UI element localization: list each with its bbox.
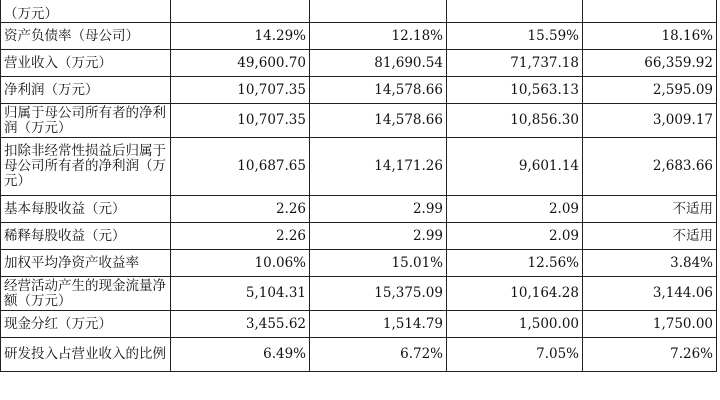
value-cell: 10,707.35 [171, 77, 310, 104]
value-cell: 3,455.62 [171, 311, 310, 338]
table-row [1, 223, 717, 250]
row-label: 基本每股收益（元） [1, 196, 171, 223]
row-label: 现金分红（万元） [1, 311, 171, 338]
value-cell: 10,164.28 [447, 277, 583, 311]
value-cell: 3.84% [583, 250, 717, 277]
value-cell: 2.09 [447, 196, 583, 223]
table-row [1, 277, 717, 311]
value-cell: 1,514.79 [310, 311, 447, 338]
table-row [1, 50, 717, 77]
value-cell: 不适用 [583, 223, 717, 250]
value-cell: 6.49% [171, 338, 310, 372]
value-cell: 10.06% [171, 250, 310, 277]
value-cell: 2.09 [447, 223, 583, 250]
value-cell: 12.56% [447, 250, 583, 277]
value-cell: 2.26 [171, 196, 310, 223]
row-label: 净利润（万元） [1, 77, 171, 104]
table-row [1, 250, 717, 277]
value-cell: 9,601.14 [447, 138, 583, 196]
value-cell: 49,600.70 [171, 50, 310, 77]
table-row [1, 0, 717, 23]
value-cell: 不适用 [583, 196, 717, 223]
value-cell: 10,707.35 [171, 104, 310, 138]
table-row [1, 77, 717, 104]
row-label: 资产负债率（母公司） [1, 23, 171, 50]
value-cell: 15.59% [447, 23, 583, 50]
value-cell [583, 0, 717, 23]
row-label: 扣除非经常性损益后归属于母公司所有者的净利润（万元） [1, 138, 171, 196]
value-cell [171, 0, 310, 23]
row-label: 归属于母公司所有者的净利润（万元） [1, 104, 171, 138]
value-cell: 6.72% [310, 338, 447, 372]
value-cell: 2.99 [310, 223, 447, 250]
value-cell [310, 0, 447, 23]
value-cell: 14,171.26 [310, 138, 447, 196]
value-cell: 2,595.09 [583, 77, 717, 104]
value-cell: 81,690.54 [310, 50, 447, 77]
value-cell: 15,375.09 [310, 277, 447, 311]
value-cell: 7.05% [447, 338, 583, 372]
value-cell: 14.29% [171, 23, 310, 50]
table-row [1, 23, 717, 50]
table-row [1, 338, 717, 372]
value-cell: 1,500.00 [447, 311, 583, 338]
value-cell: 2.99 [310, 196, 447, 223]
row-label: 稀释每股收益（元） [1, 223, 171, 250]
value-cell: 10,563.13 [447, 77, 583, 104]
value-cell: 71,737.18 [447, 50, 583, 77]
table-row [1, 138, 717, 196]
value-cell: 2.26 [171, 223, 310, 250]
value-cell: 12.18% [310, 23, 447, 50]
table-row [1, 311, 717, 338]
row-label: 加权平均净资产收益率 [1, 250, 171, 277]
table-row [1, 196, 717, 223]
value-cell: 10,687.65 [171, 138, 310, 196]
value-cell: 1,750.00 [583, 311, 717, 338]
value-cell: 5,104.31 [171, 277, 310, 311]
value-cell [447, 0, 583, 23]
value-cell: 14,578.66 [310, 104, 447, 138]
value-cell: 3,009.17 [583, 104, 717, 138]
table-row [1, 104, 717, 138]
value-cell: 18.16% [583, 23, 717, 50]
row-label: 研发投入占营业收入的比例 [1, 338, 171, 372]
value-cell: 2,683.66 [583, 138, 717, 196]
value-cell: 14,578.66 [310, 77, 447, 104]
row-label: 营业收入（万元） [1, 50, 171, 77]
row-label: 经营活动产生的现金流量净额（万元） [1, 277, 171, 311]
value-cell: 3,144.06 [583, 277, 717, 311]
value-cell: 7.26% [583, 338, 717, 372]
value-cell: 66,359.92 [583, 50, 717, 77]
value-cell: 10,856.30 [447, 104, 583, 138]
row-label: （万元） [1, 0, 171, 23]
value-cell: 15.01% [310, 250, 447, 277]
